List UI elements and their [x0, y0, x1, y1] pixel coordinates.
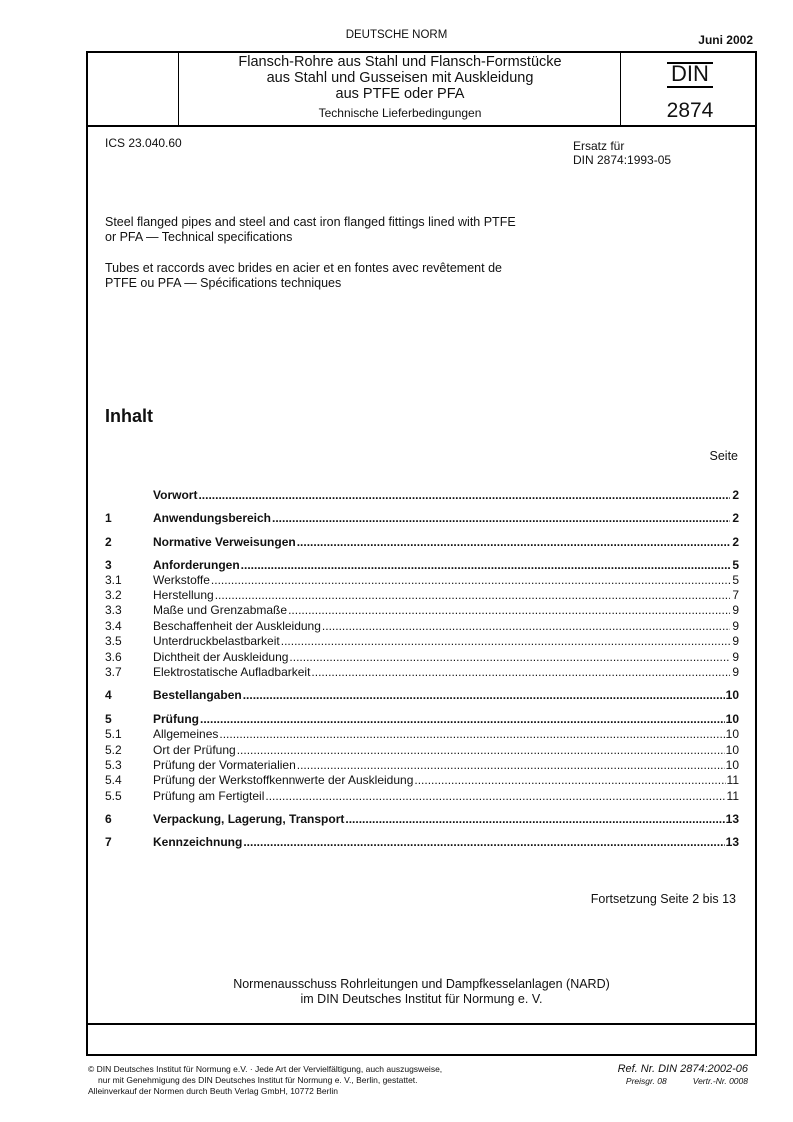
- toc-entry-title: Prüfung der Vormaterialien: [153, 758, 296, 772]
- toc-entry-page: 13: [725, 812, 739, 826]
- french-title: [105, 261, 565, 291]
- price-group: Preisgr. 08: [625, 1076, 667, 1086]
- toc-entry-page: 9: [732, 650, 739, 664]
- toc-entry-page: 9: [732, 665, 739, 679]
- toc-entry-number: 5.5: [105, 789, 122, 803]
- committee-name: Normenausschuss Rohrleitungen und Dampfkesselanlagen (NARD): [233, 977, 610, 991]
- toc-entry-page: 13: [725, 835, 739, 849]
- toc-entry-number: 3: [105, 558, 112, 572]
- toc-entry-number: 3.5: [105, 634, 122, 648]
- toc-entry[interactable]: [105, 632, 739, 648]
- english-title-line: or PFA — Technical specifications: [105, 230, 293, 244]
- toc-entry-number: 7: [105, 835, 112, 849]
- committee-institute: im DIN Deutsches Institut für Normung e. V.: [300, 992, 543, 1006]
- toc-entry[interactable]: [105, 756, 739, 772]
- toc-entry[interactable]: [105, 741, 739, 757]
- toc-entry-number: 3.2: [105, 588, 122, 602]
- committee-block: [86, 977, 757, 1007]
- toc-entry[interactable]: [105, 556, 739, 572]
- toc-entry-page: 10: [725, 688, 739, 702]
- toc-entry[interactable]: [105, 617, 739, 633]
- toc-entry-page: 10: [725, 727, 739, 741]
- toc-entry-page: 11: [726, 773, 739, 787]
- toc-entry-number: 5.3: [105, 758, 122, 772]
- reference-number: Ref. Nr. DIN 2874:2002-06: [617, 1063, 748, 1075]
- standard-subtitle: Technische Lieferbedingungen: [318, 106, 482, 120]
- toc-entry-title: Beschaffenheit der Auskleidung: [153, 619, 321, 633]
- toc-entry[interactable]: [105, 725, 739, 741]
- toc-entry-title: Kennzeichnung: [153, 835, 243, 849]
- toc-entry-title: Bestellangaben: [153, 688, 242, 702]
- ics-code: ICS 23.040.60: [105, 136, 182, 150]
- toc-entry-number: 3.7: [105, 665, 122, 679]
- toc-entry-number: 2: [105, 535, 112, 549]
- din-number: 2874: [666, 99, 714, 122]
- title-line: Flansch-Rohre aus Stahl und Flansch-Formstücke: [238, 54, 562, 70]
- toc-entry-title: Elektrostatische Aufladbarkeit: [153, 665, 311, 679]
- toc-entry[interactable]: [105, 810, 739, 826]
- toc-entry[interactable]: [105, 663, 739, 679]
- left-margin-rule: [86, 125, 88, 405]
- toc-entry-page: 9: [732, 619, 739, 633]
- toc-entry-title: Allgemeines: [153, 727, 219, 741]
- toc-entry-page: 7: [732, 588, 739, 602]
- toc-entry-number: 4: [105, 688, 112, 702]
- toc-entry-number: 5.4: [105, 773, 122, 787]
- toc-entry-number: 6: [105, 812, 112, 826]
- toc-entry-title: Dichtheit der Auskleidung: [153, 650, 289, 664]
- toc-entry-title: Ort der Prüfung: [153, 743, 236, 757]
- french-title-line: Tubes et raccords avec brides en acier et en fontes avec revêtement de: [105, 261, 502, 275]
- din-logo: DIN: [667, 62, 713, 88]
- toc-entry[interactable]: [105, 771, 739, 787]
- toc-entry-page: 2: [732, 511, 739, 525]
- toc-entry-page: 10: [725, 743, 739, 757]
- toc-entry-page: 10: [725, 758, 739, 772]
- toc-entry[interactable]: [105, 787, 739, 803]
- toc-entry-title: Verpackung, Lagerung, Transport: [153, 812, 345, 826]
- replaces-label: Ersatz für: [573, 139, 625, 153]
- replaces-value: DIN 2874:1993-05: [573, 153, 672, 167]
- replaces-block: [573, 139, 671, 167]
- toc-entry-number: 3.1: [105, 573, 122, 587]
- toc-entry-number: 1: [105, 511, 112, 525]
- copyright-notice: [88, 1064, 442, 1097]
- toc-entry-title: Werkstoffe: [153, 573, 210, 587]
- title-line: aus PTFE oder PFA: [335, 86, 465, 102]
- toc-entry[interactable]: [105, 486, 739, 502]
- distribution-number: Vertr.-Nr. 0008: [692, 1076, 748, 1086]
- toc-entry-page: 2: [732, 488, 739, 502]
- header-divider: [86, 125, 757, 127]
- title-line: aus Stahl und Gusseisen mit Auskleidung: [266, 70, 534, 86]
- toc-entry-number: 3.6: [105, 650, 122, 664]
- toc-entry-title: Prüfung am Fertigteil: [153, 789, 265, 803]
- toc-entry-title: Anwendungsbereich: [153, 511, 272, 525]
- copyright-line: nur mit Genehmigung des DIN Deutsches Institut für Normung e. V., Berlin, gestattet.: [98, 1075, 418, 1085]
- toc-entry-page: 5: [732, 573, 739, 587]
- toc-entry-title: Herstellung: [153, 588, 214, 602]
- toc-entry-title: Anforderungen: [153, 558, 240, 572]
- toc-entry-title: Maße und Grenzabmaße: [153, 603, 288, 617]
- toc-heading: Inhalt: [105, 406, 153, 426]
- publication-date: Juni 2002: [698, 33, 753, 47]
- french-title-line: PTFE ou PFA — Spécifications techniques: [105, 276, 342, 290]
- english-title-line: Steel flanged pipes and steel and cast iron flanged fittings lined with PTFE: [105, 215, 516, 229]
- toc-entry-page: 10: [725, 712, 739, 726]
- header-column-divider-left: [178, 51, 179, 127]
- copyright-line: © DIN Deutsches Institut für Normung e.V. · Jede Art der Vervielfältigung, auch auszugsweise,: [88, 1064, 443, 1074]
- toc-entry-number: 5.2: [105, 743, 122, 757]
- toc-entry[interactable]: [105, 601, 739, 617]
- copyright-line: Alleinverkauf der Normen durch Beuth Verlag GmbH, 10772 Berlin: [88, 1086, 338, 1096]
- toc-entry-page: 11: [726, 789, 739, 803]
- toc-entry-title: Unterdruckbelastbarkeit: [153, 634, 280, 648]
- toc-entry-number: 5: [105, 712, 112, 726]
- standard-title: [180, 54, 620, 121]
- header-column-divider-right: [620, 51, 621, 127]
- toc-entry-number: 3.4: [105, 619, 122, 633]
- toc-entry-number: 3.3: [105, 603, 122, 617]
- toc-entry-title: Prüfung: [153, 712, 199, 726]
- toc-entry[interactable]: [105, 586, 739, 602]
- toc-entry-page: 9: [732, 634, 739, 648]
- toc-entry-title: Normative Verweisungen: [153, 535, 296, 549]
- toc-entry-page: 5: [732, 558, 739, 572]
- toc-page-column-label: Seite: [709, 449, 738, 463]
- toc-entry[interactable]: [105, 648, 739, 664]
- continuation-note: Fortsetzung Seite 2 bis 13: [590, 892, 736, 906]
- toc-entry[interactable]: [105, 571, 739, 587]
- toc-entry[interactable]: [105, 509, 739, 525]
- toc-entry[interactable]: [105, 710, 739, 726]
- toc-entry[interactable]: [105, 686, 739, 702]
- english-title: [105, 215, 565, 245]
- toc-entry-page: 9: [732, 603, 739, 617]
- toc-entry[interactable]: [105, 833, 739, 849]
- price-info: [626, 1076, 748, 1086]
- toc-entry-page: 2: [732, 535, 739, 549]
- document-type-label: DEUTSCHE NORM: [345, 29, 448, 41]
- footer-divider: [86, 1023, 757, 1025]
- toc-entry-title: Vorwort: [153, 488, 198, 502]
- toc-entry[interactable]: [105, 533, 739, 549]
- toc-entry-title: Prüfung der Werkstoffkennwerte der Auskleidung: [153, 773, 414, 787]
- toc-entry-number: 5.1: [105, 727, 122, 741]
